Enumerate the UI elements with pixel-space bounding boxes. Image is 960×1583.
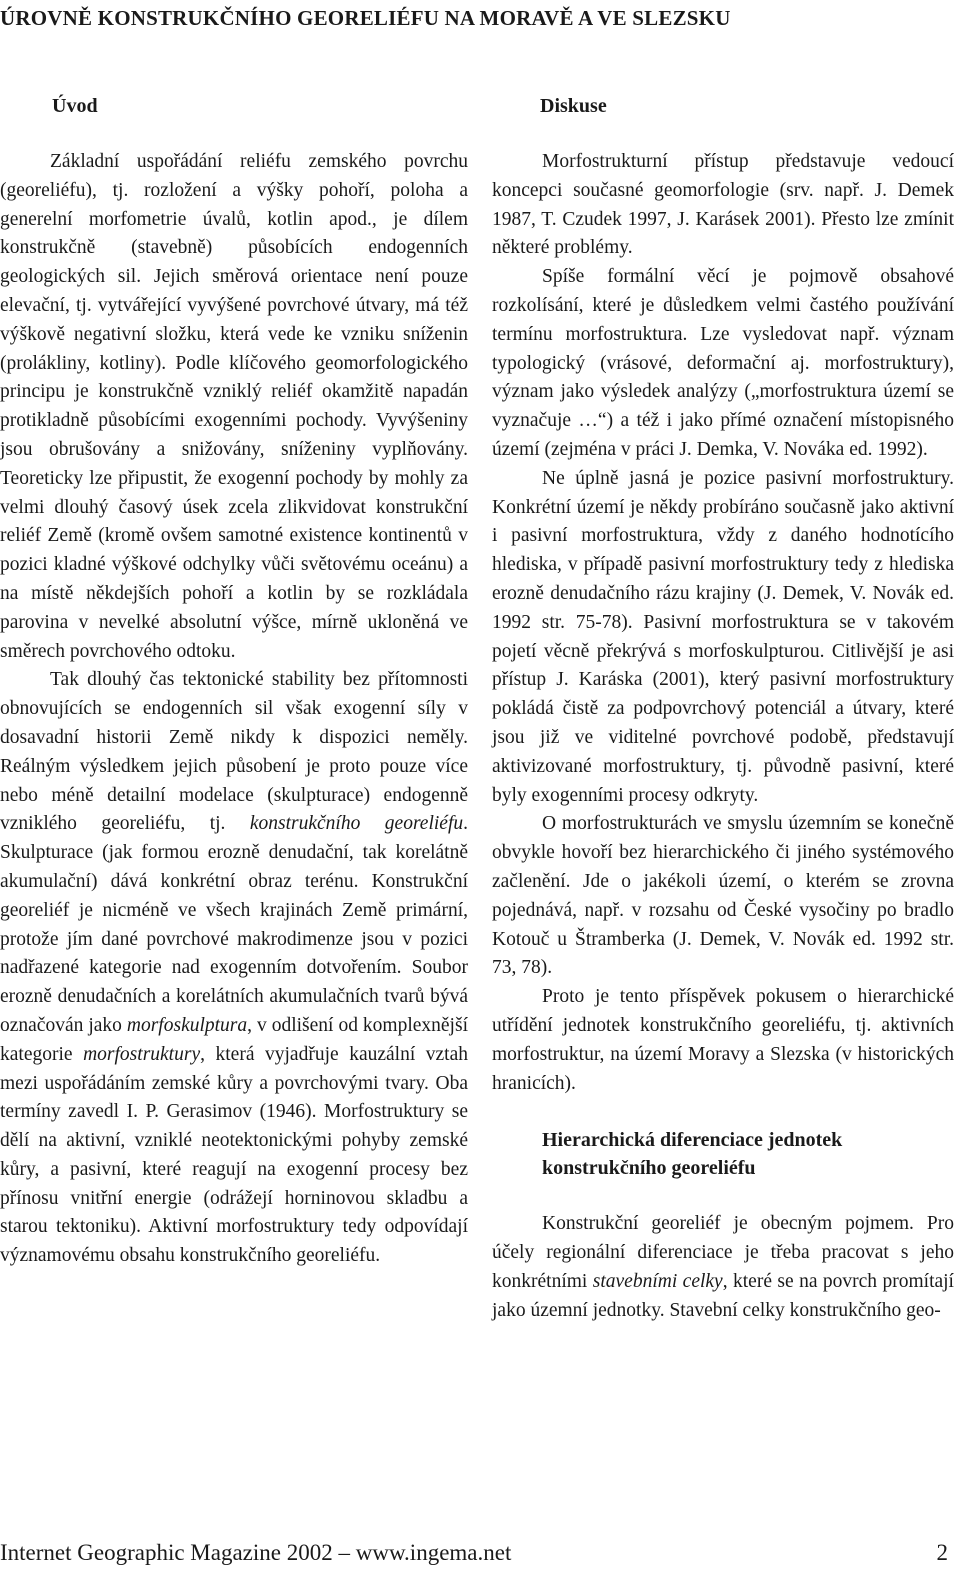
text-run: , které se na povrch promítají jako územní jednotky. Stavební celky konstrukčního geo- bbox=[492, 1270, 954, 1321]
paragraph: Morfostrukturní přístup představuje vedoucí koncepci současné geomorfologie (srv. např. J. Demek 1987, T. Czudek 1997, J. Karásek 2001). Přesto lze zmínit některé problémy. bbox=[492, 151, 954, 259]
emphasis: morfoskulptura bbox=[126, 1014, 248, 1036]
page-footer bbox=[0, 1540, 960, 1574]
left-column bbox=[0, 92, 468, 1271]
text-run: , která vyjadřuje kauzální vztah mezi uspořádáním zemské kůry a povrchovými tvary. Oba termíny zavedl I. P. Gerasimov (1946). Morfostruktury se dělí na aktivní, vzniklé neotektonickými pohyby zemské kůry, a pasivní, které reagují na exogenní procesy bez přínosu vnitřní energie (odrážejí horninovou skladbu a starou tektoniku). Aktivní morfostruktury tedy odpovídají významovému obsahu konstrukčního georeliéfu. bbox=[0, 1043, 469, 1267]
right-column bbox=[492, 92, 954, 1325]
section-heading-hierarchicka: Hierarchická diferenciace jednotek konstrukčního georeliéfu bbox=[542, 1129, 843, 1180]
text-run: . Skulpturace (jak formou erozně denudační, tak korelátně akumulační) dává konkrétní obraz terénu. Konstrukční georeliéf je nicméně ve všech krajinách Země primární, protože jím dané povrchové makrodimenze jsou v pozici nadřazené kategorie nad exogenním dotvořením. Soubor erozně denudačních a korelátních akumulačních tvarů bývá označován jako bbox=[0, 813, 468, 1036]
text-run: , v odlišení od komplexnější kategorie bbox=[0, 1014, 468, 1065]
section-heading-uvod: Úvod bbox=[52, 95, 98, 117]
paragraph: Spíše formální věcí je pojmově obsahové rozkolísání, které je důsledkem velmi častého používání termínu morfostruktura. Lze vysledovat např. význam typologický (vrásové, deformační aj. morfostruktury), význam jako výsledek analýzy („morfostruktura území se vyznačuje …“) a též i jako přímé označení místopisného území (zejména v práci J. Demka, V. Nováka ed. 1992). bbox=[492, 266, 954, 460]
paragraph bbox=[0, 666, 468, 1271]
text-run: Tak dlouhý čas tektonické stability bez přítomnosti obnovujících se endogenních sil však exogenní síly v dosavadní historii Země nikdy k dispozici neměly. Reálným výsledkem jejich působení je proto pouze více nebo méně detailní modelace (skulpturace) endogenně vzniklého georeliéfu, tj. bbox=[0, 669, 468, 835]
paragraph: Ne úplně jasná je pozice pasivní morfostruktury. Konkrétní území je někdy probíráno současně jako aktivní i pasivní morfostruktura, vždy z daného hodnotícího hlediska, v případě pasivní morfostruktury tedy z hlediska erozně denudačního rázu krajiny (J. Demek, V. Novák ed. 1992 str. 75-78). Pasivní morfostruktura se v takovém pojetí věcně překrývá s morfoskulpturou. Citlivější je asi přístup J. Karáska (2001), který pasivní morfostruktury pokládá čistě za podpovrchový potenciál a útvary, které jsou již ve viditelné povrchové podobě, představují aktivizované morfostruktury, tj. původně pasivní, které byly exogenními procesy odkryty. bbox=[492, 467, 954, 806]
page-number: 2 bbox=[936, 1540, 948, 1565]
footer-magazine: Internet Geographic Magazine 2002 – www.ingema.net bbox=[0, 1540, 512, 1565]
paragraph bbox=[492, 1210, 954, 1325]
article-title: ÚROVNĚ KONSTRUKČNÍHO GEORELIÉFU NA MORAVĚ A VE SLEZSKU bbox=[0, 6, 731, 30]
paragraph: O morfostrukturách ve smyslu územním se konečně obvykle hovoří bez hierarchického či jiného systémového začlenění. Jde o jakékoli území, o kterém se zrovna pojednává, např. v rozsahu od České vysočiny po bradlo Kotouč u Štramberka (J. Demek, V. Novák ed. 1992 str. 73, 78). bbox=[492, 813, 954, 979]
paragraph: Základní uspořádání reliéfu zemského povrchu (georeliéfu), tj. rozložení a výšky pohoří, poloha a generelní morfometrie úvalů, kotlin apod., je dílem konstrukčně (stavebně) působících endogenních geologických sil. Jejich směrová orientace není pouze elevační, tj. vytvářející vyvýšené povrchové útvary, má též výškově negativní složku, která vede ke vzniku sníženin (prolákliny, kotliny). Podle klíčového geomorfologického principu je konstrukčně vzniklý reliéf okamžitě napadán protikladně působícími exogenními pochody. Vyvýšeniny jsou obrušovány a snižovány, sníženiny vyplňovány. Teoreticky lze připustit, že exogenní pochody by mohly za velmi dlouhý časový úsek zcela zlikvidovat konstrukční reliéf Země (kromě ovšem samotné existence kontinentů v pozici kladné výškové odchylky vůči světovému oceánu) a na místě někdejších pohoří a kotlin by se rozkládala parovina v nevelké absolutní výšce, mírně ukloněná ve směrech povrchového odtoku. bbox=[0, 151, 468, 662]
text-run: Konstrukční georeliéf je obecným pojmem. Pro účely regionální diferenciace je třeba pracovat s jeho konkrétními bbox=[492, 1213, 954, 1292]
section-heading-diskuse: Diskuse bbox=[540, 95, 607, 117]
emphasis: konstrukčního georeliéfu bbox=[249, 813, 464, 835]
emphasis: morfostruktury bbox=[83, 1043, 201, 1065]
paragraph: Proto je tento příspěvek pokusem o hierarchické utřídění jednotek konstrukčního georeliéfu, tj. aktivních morfostruktur, na území Moravy a Slezska (v historických hranicích). bbox=[492, 986, 954, 1094]
emphasis: stavebními celky bbox=[592, 1270, 723, 1292]
